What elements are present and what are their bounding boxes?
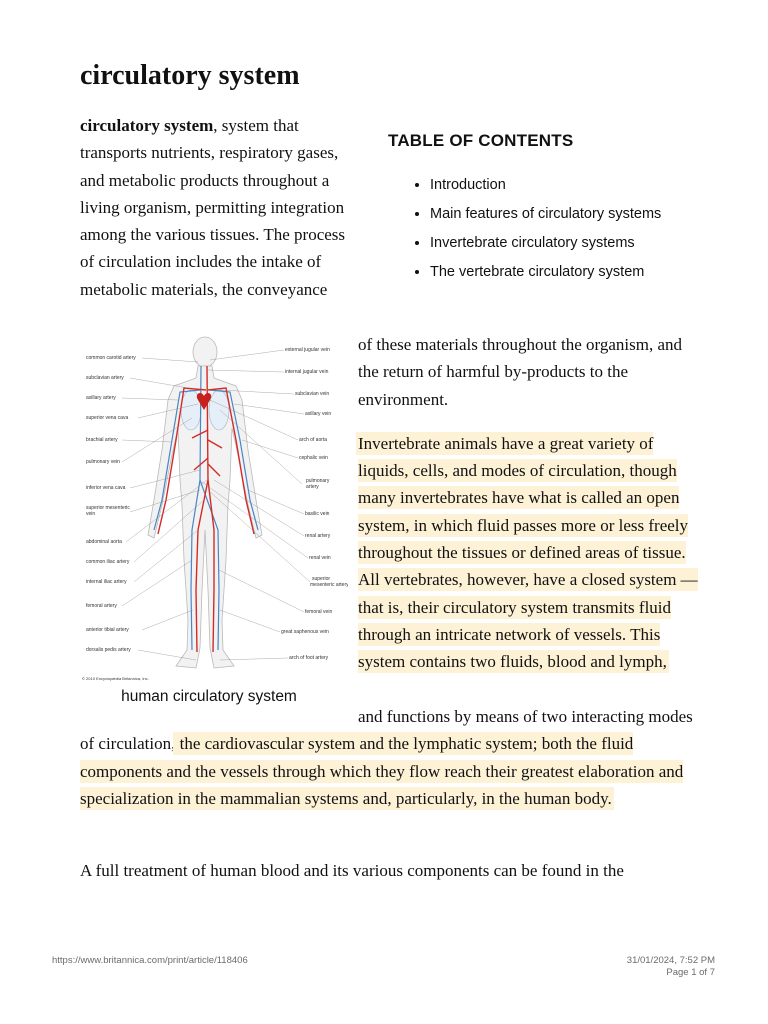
footer-page-info xyxy=(627,955,715,979)
label-subclavian-artery: subclavian artery xyxy=(86,375,124,381)
label-pulmonary-vein: pulmonary vein xyxy=(86,459,120,465)
page-title: circulatory system xyxy=(80,60,300,91)
label-superior-mesenteric-vein: vein xyxy=(86,511,96,517)
label-renal-vein: renal vein xyxy=(309,555,331,561)
toc-item-introduction[interactable]: • Introduction xyxy=(430,171,708,200)
right-labels xyxy=(281,347,348,661)
label-brachial-artery: brachial artery xyxy=(86,437,118,443)
highlight-invertebrate: Invertebrate animals have a great variety of liquids, cells, and modes of circulation, though many invertebrates have what is called an open system, in which fluid passes more or less freely throughout the tissues or defined areas of tissue. All vertebrates, however, have a closed system —that is, their circulatory system transmits fluid through an intricate network of vessels. This system contains two fluids, blood and lymph, xyxy=(358,433,698,672)
footer-url[interactable]: https://www.britannica.com/print/article/118406 xyxy=(52,955,248,966)
label-inferior-vena-cava: inferior vena cava xyxy=(86,485,126,491)
toc-list xyxy=(388,171,708,287)
label-anterior-tibial-artery: anterior tibial artery xyxy=(86,627,129,633)
figure-copyright: © 2010 Encyclopædia Britannica, Inc. xyxy=(82,676,149,681)
highlight-cardiovascular: the cardiovascular system and the lymphatic system; both the fluid components and the vessels through which they flow reach their greatest elaboration and specialization in the mammalian systems and, particularly, in the human body. xyxy=(80,734,684,808)
intro-text: , system that transports nutrients, respiratory gases, and metabolic products throughout a living organism, permitting integration among the various tissues. The process of circulation includes the intake of metabolic materials, the conveyance xyxy=(80,116,346,299)
label-arch-of-aorta: arch of aorta xyxy=(299,437,328,443)
left-labels xyxy=(82,355,149,681)
intro-paragraph xyxy=(80,112,352,303)
label-pulmonary-artery: artery xyxy=(306,484,319,490)
circulatory-diagram xyxy=(80,330,348,686)
paragraph-2-end xyxy=(80,703,700,812)
intro-term: circulatory system xyxy=(80,116,214,135)
label-superior-mesenteric: superior mesenteric xyxy=(86,505,130,511)
paragraph-1-continued: of these materials throughout the organism, and the return of harmful by-products to the environment. xyxy=(358,335,683,409)
figure-caption: human circulatory system xyxy=(121,688,297,705)
label-superior-vena-cava: superior vena cava xyxy=(86,415,129,421)
label-great-saphenous-vein: great saphenous vein xyxy=(281,629,329,635)
label-arch-of-foot-artery: arch of foot artery xyxy=(289,655,329,661)
table-of-contents xyxy=(388,131,708,287)
label-external-jugular-vein: external jugular vein xyxy=(285,347,330,353)
paragraph-2-start xyxy=(358,430,703,676)
label-superior-2: superior xyxy=(312,576,331,582)
label-axillary-vein: axillary vein xyxy=(305,411,332,417)
label-femoral-artery: femoral artery xyxy=(86,603,117,609)
label-femoral-vein: femoral vein xyxy=(305,609,333,615)
label-renal-artery: renal artery xyxy=(305,533,331,539)
toc-heading: TABLE OF CONTENTS xyxy=(388,131,574,150)
label-axillary-artery: axillary artery xyxy=(86,395,116,401)
footer-page-number: Page 1 of 7 xyxy=(666,967,715,978)
toc-item-vertebrate[interactable]: • The vertebrate circulatory system xyxy=(430,258,708,287)
label-cephalic-vein: cephalic vein xyxy=(299,455,328,461)
label-subclavian-vein: subclavian vein xyxy=(295,391,330,397)
paragraph-2-plain: and functions by means of two interacting modes of circulation, xyxy=(80,707,693,754)
circulatory-figure xyxy=(80,330,348,720)
footer-datetime: 31/01/2024, 7:52 PM xyxy=(626,955,715,966)
label-dorsalis-pedis-artery: dorsalis pedis artery xyxy=(86,647,131,653)
label-pulmonary: pulmonary xyxy=(306,478,330,484)
label-common-iliac-artery: common iliac artery xyxy=(86,559,130,565)
label-common-carotid-artery: common carotid artery xyxy=(86,355,136,361)
toc-item-main-features[interactable]: • Main features of circulatory systems xyxy=(430,200,708,229)
label-basilic-vein: basilic vein xyxy=(305,511,330,517)
paragraph-3: A full treatment of human blood and its various components can be found in the xyxy=(80,861,624,880)
label-superior-mesenteric-artery: mesenteric artery xyxy=(310,582,348,588)
toc-item-invertebrate[interactable]: • Invertebrate circulatory systems xyxy=(430,229,708,258)
label-internal-jugular-vein: internal jugular vein xyxy=(285,369,329,375)
label-abdominal-aorta: abdominal aorta xyxy=(86,539,122,545)
right-column-text xyxy=(358,331,703,676)
label-internal-iliac-artery: internal iliac artery xyxy=(86,579,127,585)
